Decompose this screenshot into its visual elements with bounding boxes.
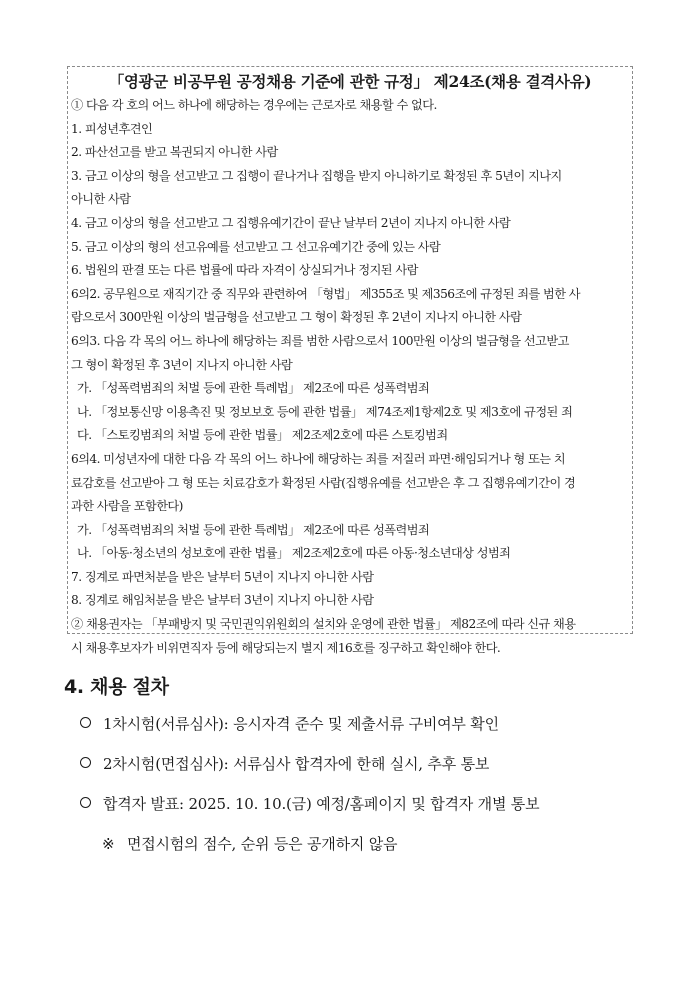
- law-line: 7. 징계로 파면처분을 받은 날부터 5년이 지나지 아니한 사람: [71, 569, 374, 584]
- law-subitem: 가. 「성폭력범죄의 처벌 등에 관한 특례법」 제2조에 따른 성폭력범죄: [77, 522, 430, 537]
- law-subitem: 나. 「정보통신망 이용촉진 및 정보보호 등에 관한 법률」 제74조제1항제2호 및 제3호에 규정된 죄: [77, 404, 573, 419]
- law-line: 과한 사람을 포함한다): [71, 499, 183, 514]
- law-line: 5. 금고 이상의 형의 선고유예를 선고받고 그 선고유예기간 중에 있는 사람: [71, 239, 441, 254]
- circle-bullet-icon: [80, 797, 91, 808]
- procedure-item: [80, 789, 640, 829]
- law-line: 2. 파산선고를 받고 복권되지 아니한 사람: [71, 145, 278, 160]
- law-line: 8. 징계로 해임처분을 받은 날부터 3년이 지나지 아니한 사람: [71, 593, 374, 608]
- law-line: 3. 금고 이상의 형을 선고받고 그 집행이 끝나거나 집행을 받지 아니하기로 확정된 후 5년이 지나지: [71, 168, 562, 183]
- section-heading: 4. 채용 절차: [64, 676, 169, 698]
- circle-bullet-icon: [80, 717, 91, 728]
- law-subitem: 나. 「아동·청소년의 성보호에 관한 법률」 제2조제2호에 따른 아동·청소년대상 성범죄: [77, 546, 511, 561]
- law-line: 6의3. 다음 각 목의 어느 하나에 해당하는 죄를 범한 사람으로서 100만원 이상의 벌금형을 선고받고: [71, 333, 569, 348]
- law-line: 아니한 사람: [71, 192, 131, 207]
- law-line: 1. 피성년후견인: [71, 121, 153, 136]
- procedure-item-text: 1차시험(서류심사): 응시자격 준수 및 제출서류 구비여부 확인: [103, 715, 499, 733]
- law-excerpt-box: [67, 66, 633, 655]
- law-subitem: 가. 「성폭력범죄의 처벌 등에 관한 특례법」 제2조에 따른 성폭력범죄: [77, 381, 430, 396]
- procedure-list: [80, 709, 640, 859]
- law-line: 6. 법원의 판결 또는 다른 법률에 따라 자격이 상실되거나 정지된 사람: [71, 263, 418, 278]
- procedure-item-text: 합격자 발표: 2025. 10. 10.(금) 예정/홈페이지 및 합격자 개별 통보: [103, 795, 540, 813]
- procedure-note: [80, 829, 640, 859]
- procedure-item: [80, 749, 640, 789]
- law-line: 그 형이 확정된 후 3년이 지나지 아니한 사람: [71, 357, 293, 372]
- law-line: ② 채용권자는 「부패방지 및 국민권익위원회의 설치와 운영에 관한 법률」 제82조에 따라 신규 채용: [71, 617, 576, 632]
- law-line: 4. 금고 이상의 형을 선고받고 그 집행유예기간이 끝난 날부터 2년이 지나지 아니한 사람: [71, 215, 511, 230]
- procedure-item-text: 2차시험(면접심사): 서류심사 합격자에 한해 실시, 추후 통보: [103, 755, 490, 773]
- reference-mark-icon: ※: [102, 835, 115, 853]
- law-line: 6의2. 공무원으로 재직기간 중 직무와 관련하여 「형법」 제355조 및 제356조에 규정된 죄를 범한 사: [71, 286, 581, 301]
- law-line: 료감호를 선고받아 그 형 또는 치료감호가 확정된 사람(집행유예를 선고받은 후 그 집행유예기간이 경: [71, 475, 576, 490]
- procedure-note-text: 면접시험의 점수, 순위 등은 공개하지 않음: [126, 835, 398, 853]
- circle-bullet-icon: [80, 757, 91, 768]
- law-line: 6의4. 미성년자에 대한 다음 각 목의 어느 하나에 해당하는 죄를 저질러 파면·해임되거나 형 또는 치: [71, 451, 566, 466]
- law-line: 시 채용후보자가 비위면직자 등에 해당되는지 별지 제16호를 징구하고 확인해야 한다.: [71, 640, 501, 655]
- procedure-item: [80, 709, 640, 749]
- law-subitem: 다. 「스토킹범죄의 처벌 등에 관한 법률」 제2조제2호에 따른 스토킹범죄: [77, 428, 448, 443]
- law-line: ① 다음 각 호의 어느 하나에 해당하는 경우에는 근로자로 채용할 수 없다.: [71, 98, 437, 112]
- law-line: 람으로서 300만원 이상의 벌금형을 선고받고 그 형이 확정된 후 2년이 지나지 아니한 사람: [71, 310, 522, 325]
- law-title: 「영광군 비공무원 공정채용 기준에 관한 규정」 제24조(채용 결격사유): [108, 72, 592, 91]
